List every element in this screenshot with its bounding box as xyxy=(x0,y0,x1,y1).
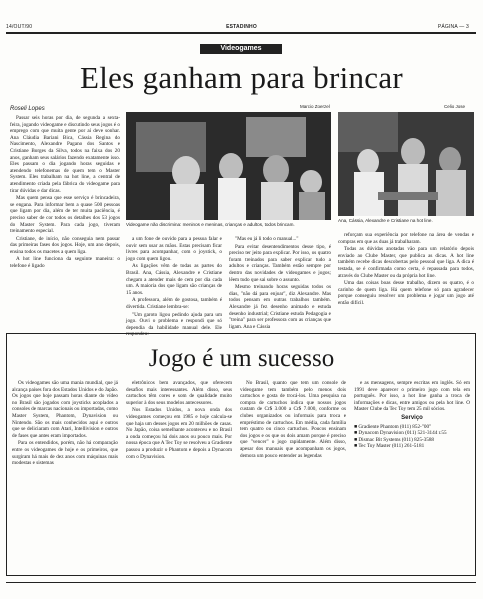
article2-column-1 xyxy=(12,380,118,570)
headline-secondary: Jogo é um sucesso xyxy=(148,345,335,372)
photo-hotline-team xyxy=(338,112,474,216)
article1-column-3 xyxy=(229,236,331,328)
article2-column-2 xyxy=(126,380,232,570)
paragraph: As ligações vêm de todas as partes do Brasil. Ana, Cássia, Alexandre e Cristiane chegam a atender mais de cem por dia cada um. A maioria dos que ligam são crianças de 15 anos. xyxy=(126,263,222,296)
paragraph: Todas as dúvidas anotadas vão para um relatório depois enviado ao Clube Master, que publica as dicas. A hot line também recebe dicas descobertas pelo pessoal que liga. A dica é testada, se é confirmada como certa, é repassada para todos, através do Clube Master ou da própria hot line. xyxy=(338,246,474,279)
paragraph: No Brasil, quanto que tem um console de videogame tem também pelo menos dois cartuchos e gosta de trocá-los. Uma pesquisa na compra de cartuchos indica que nossos jogos custam de Cr$ 3.000 a Cr$ 7.000, conforme os clubes organizados ou informais para troca e empréstimo de cartuchos. Em média, cada família tem quatro ou cinco cartuchos. Poucos ensinam dos jogos e os que os dois amam porque é preciso que "vencer" o jogo rapidamente. Além disso, apesar dos manuais que acompanham os jogos, demora um pouco entender as legendas xyxy=(240,380,346,459)
service-title: Serviço xyxy=(401,414,423,421)
paragraph: A professora, além de gostosa, também é divertida. Cristiane lembra-se: xyxy=(126,297,222,310)
photo-credit: Celio Jose xyxy=(444,104,466,109)
paragraph: Para os entendidos, porém, não há comparação entre os videogames de hoje e os primeiros, que surgiram há mais de dez anos com máquinas mais modestas e sistemas xyxy=(12,440,118,467)
paragraph: eletrônicos bem avançados, que oferecem desafios mais interessantes. Além disso, seus cartuchos têm cores e som de qualidade muito superior à dos seus modelos antecessores. xyxy=(126,380,232,406)
article1-column-2 xyxy=(126,236,222,338)
paragraph: "Um garoto ligou pedindo ajuda para um jogo. Ouvi o problema e respondi que só dependia da habilidade manual dele. Ele respondeu: xyxy=(126,311,222,338)
service-item: ■ Dismac Bit Systems (011) 825-3588 xyxy=(354,436,435,443)
photo-kids-image xyxy=(126,112,331,220)
photo-caption-2: Ana, Cássia, Alexandre e Cristiane na hot line. xyxy=(338,218,433,223)
photo-credit: Marcio Zoerzel xyxy=(300,104,330,109)
footer-rule xyxy=(6,582,476,583)
article2-column-4 xyxy=(354,380,470,570)
service-item: ■ Tec Toy Master (011) 261-5181 xyxy=(354,443,425,450)
paragraph: reforçam sua experiência por telefone na área de vendas e compras em que as duas já trabalharam. xyxy=(338,232,474,245)
paragraph: e as mensagens, sempre escritas em inglês. Só em 1991 deve aparecer o primeiro jogo com tela em português. Por isso, a hot line ganha a troca de informações e dicas, entre amigos ou pela hot line. O Master Clube da Tec Toy tem 25 mil sócios. xyxy=(354,380,470,413)
section-label: Videogames xyxy=(200,44,282,54)
article2-column-3 xyxy=(240,380,346,570)
paragraph: Passar seis horas por dia, de segunda a sexta-feira, jogando videogame e discutindo seus jogos é o emprego com que muita gente por aí deve sonhar. Ana Cláudia Bariani Bica, Cássia Regina do Nascimento, Alexandre Pagano dos Santos e Cristiane Borges da Silva, todos na faixa dos 20 anos, ganham seus salários fazendo exatamente isso. Eles passam o dia jogando horas seguidas e atendendo telefonemas de quem tem o Master System. Eles trabalham na hot line, a central de atendimento criada pela fábrica do videogame para tirar dúvidas e dar dicas. xyxy=(10,115,120,194)
paragraph: Os videogames são uma mania mundial, que já alcança países fora dos Estados Unidos e do Japão. Os jogos que hoje passam horas diante do vídeo no Brasil são jogados com joysticks acoplados a consoles de marcas nacionais ou importadas, como Master System, Phantom, Dynavision ou Nintendo. São os mais conhecidos aqui e outros que se deliciaram com Atari, Intellivision e outros de fases que antes eram importados. xyxy=(12,380,118,439)
paragraph: Uma das coisas boas desse trabalho, dizem os quatro, é o carinho de quem liga. Há quem telefone só para agradecer porque conseguiu resolver um problema e jogar um jogo até então difícil. xyxy=(338,280,474,306)
photo-hotline-image xyxy=(338,112,474,216)
service-item: ■ Gradiente Phantom (011) 852-"00" xyxy=(354,423,432,430)
paragraph: Para evitar desentendimentos desse tipo, é preciso ter jeito para explicar. Por isso, os quatro foram treinados para saber explicar tudo a adultos e crianças. Também estão sempre por dentro das novidades de videogames e jogos; lêem tudo que sai sobre o assunto. xyxy=(229,243,331,283)
paragraph: "Mas eu já li todo o manual..." xyxy=(235,236,299,242)
article1-column-1 xyxy=(10,115,120,327)
paragraph: Mesmo treinando horas seguidas todos os dias, "não dá para enjoar", diz Alexandre. Mas todos pensam em outras trabalhos também. Alexandre já fez desenho animado e estuda desenho industrial; Cristiane estuda Pedagogia e "treina" para ser professora com as crianças que ligam. Ana e Cássia xyxy=(229,284,331,330)
paragraph: Cristiane, de início, não conseguia nem passar das primeiras fases dos jogos. Hoje, um ano depois, ensina todos os macetes a quem liga. xyxy=(10,235,120,255)
article1-column-4 xyxy=(338,232,474,328)
paragraph: Nos Estados Unidos, a nova onda dos videogames começou em 1985 e hoje calcula-se que haja um desses jogos em 20 milhões de casas. No Japão, coisa semelhante aconteceu e no Brasil a onda começou há dois anos ou pouco mais. Por nossa época que A Tec Toy se resolveu a Gradiente passou a produzir o Phantom e depois a Dynacom com o Dynavision. xyxy=(126,407,232,460)
service-item: ■ Dynacom Dynavision (011) 521-3144 r.55 xyxy=(354,430,447,437)
photo-kids-playing xyxy=(126,112,331,220)
photo-caption-1: Videogame não discrimina: meninos e meninas, crianças e adultos, todos brincam. xyxy=(126,222,295,227)
page-number: PÁGINA — 3 xyxy=(437,24,469,30)
paragraph: A hot line funciona da seguinte maneira: o telefone é ligado xyxy=(10,256,120,270)
paragraph: a um fone de ouvido para a pessoa falar e ouvir sem usar as mãos. Estas precisam ficar livres para acompanhar, com o joystick, o jogo com quem ligou. xyxy=(126,236,222,262)
headline-main: Eles ganham para brincar xyxy=(79,60,404,95)
page-date: 14/OUT/90 xyxy=(6,24,33,30)
publication-name: ESTADINHO xyxy=(226,24,257,30)
byline: Roseli Lopes xyxy=(10,106,45,112)
header-rule xyxy=(6,32,476,34)
paragraph: Mas quem pensa que esse serviço é brincadeira, se engana. Para informar bem a quase 500 pessoas que ligam por dia, além de ter muita paciência, é preciso saber de cor todos os detalhes dos 53 jogos do Master System. Para cada jogo, tiveram treinamento especial. xyxy=(10,195,120,235)
